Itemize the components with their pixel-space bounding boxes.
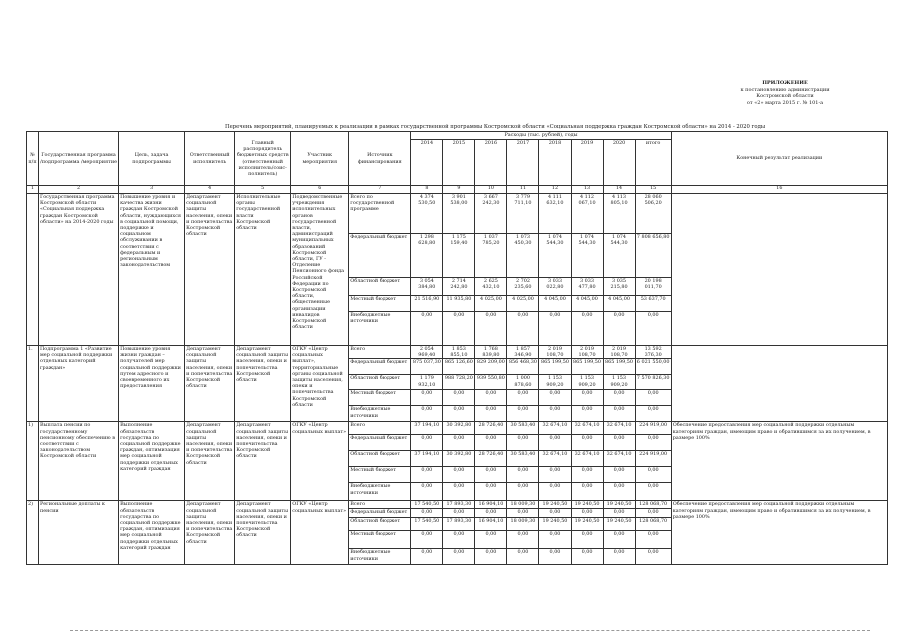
amount-cell: 0,00 [443,483,475,501]
amount-cell: 0,00 [475,509,507,518]
amount-cell: 0,00 [571,531,603,549]
col-header-expenses: Расходы (тыс. рублей), годы [411,132,671,140]
column-number: 4 [185,186,235,194]
amount-cell: 0,00 [411,483,443,501]
amount-cell: 30 392,80 [443,451,475,467]
amount-cell: 3 779 711,10 [507,194,539,234]
amount-cell: 32 674,10 [571,422,603,435]
amount-cell: 0,00 [635,312,671,346]
amount-cell: 0,00 [411,549,443,565]
amount-cell: 2 054 969,40 [411,346,443,359]
funding-source: Федеральный бюджет [349,435,411,451]
column-number: 8 [411,186,443,194]
participant-text: ОГКУ «Центр социальных выплат» [291,422,349,501]
result-text: Обеспечение предоставления мер социальной поддержки отдельным категориям граждан, имеющим право и обратившимся за их получением, в размере 100% [671,422,887,501]
measures-table [26,131,888,565]
amount-cell: 4 025,00 [507,296,539,312]
column-number-row [27,186,888,194]
column-number: 14 [603,186,635,194]
amount-cell: 32 674,10 [539,451,571,467]
amount-cell: 3 033 477,80 [571,278,603,296]
col-header-result: Конечный результат реализации [671,132,887,186]
result-text [671,346,887,422]
amount-cell: 32 674,10 [539,422,571,435]
amount-cell: 0,00 [443,467,475,483]
column-number: 10 [475,186,507,194]
funding-source: Внебюджетные источники [349,406,411,422]
amount-cell: 988 728,20 [443,375,475,390]
amount-cell: 0,00 [635,483,671,501]
column-number: 7 [349,186,411,194]
amount-cell: 1 074 544,30 [603,234,635,278]
amount-cell: 1 853 855,10 [443,346,475,359]
amount-cell: 0,00 [475,435,507,451]
funding-source: Местный бюджет [349,296,411,312]
amount-cell: 0,00 [603,549,635,565]
amount-cell: 128 068,70 [635,501,671,509]
amount-cell: 865 126,60 [443,359,475,375]
table-body [27,194,888,565]
amount-cell: 30 583,40 [507,422,539,435]
amount-cell: 0,00 [635,406,671,422]
appendix-label: ПРИЛОЖЕНИЕ [762,80,808,86]
col-header-manager: Главный распорядитель бюджетных средств (ответственный исполнитель/соис- полнитель) [235,132,291,186]
amount-cell: 7 570 826,30 [635,375,671,390]
amount-cell: 32 674,10 [571,451,603,467]
amount-cell: 4 045,00 [603,296,635,312]
amount-cell: 4 374 530,50 [411,194,443,234]
amount-cell: 0,00 [539,390,571,406]
amount-cell: 0,00 [475,312,507,346]
amount-cell: 3 054 384,80 [411,278,443,296]
amount-cell: 865 199,50 [603,359,635,375]
funding-source: Федеральный бюджет [349,234,411,278]
column-number: 11 [507,186,539,194]
amount-cell: 0,00 [507,467,539,483]
amount-cell: 28 726,40 [475,422,507,435]
funding-source: Всего по государственной программе [349,194,411,234]
amount-cell: 2 714 242,80 [443,278,475,296]
row-number [27,194,39,346]
amount-cell: 0,00 [443,435,475,451]
amount-cell: 18 009,30 [507,518,539,531]
amount-cell: 0,00 [411,531,443,549]
participant-text: ОГКУ «Центр социальных выплат», территориальные органы социальной защиты населения, опеки и попечительства Костромской области [291,346,349,422]
amount-cell: 3 033 022,80 [539,278,571,296]
amount-cell: 16 904,10 [475,518,507,531]
amount-cell: 37 194,10 [411,422,443,435]
amount-cell: 13 592 376,30 [635,346,671,359]
amount-cell: 0,00 [539,312,571,346]
amount-cell: 53 637,70 [635,296,671,312]
amount-cell: 0,00 [507,509,539,518]
amount-cell: 0,00 [571,467,603,483]
manager-text: Исполнительные органы государственной власти Костромской области [235,194,291,346]
amount-cell: 1 298 628,80 [411,234,443,278]
amount-cell: 3 035 215,80 [603,278,635,296]
column-number: 3 [119,186,185,194]
column-number: 16 [671,186,887,194]
column-number: 6 [291,186,349,194]
amount-cell: 0,00 [411,467,443,483]
row-number: 2) [27,501,39,565]
amount-cell: 128 068,70 [635,518,671,531]
amount-cell: 1 037 785,20 [475,234,507,278]
footer-rule [70,630,870,632]
amount-cell: 0,00 [411,390,443,406]
amount-cell: 0,00 [475,549,507,565]
amount-cell: 0,00 [603,509,635,518]
amount-cell: 37 194,10 [411,451,443,467]
amount-cell: 0,00 [635,549,671,565]
row-number: 1. [27,346,39,422]
funding-source: Областной бюджет [349,278,411,296]
amount-cell: 0,00 [507,531,539,549]
amount-cell: 0,00 [539,549,571,565]
amount-cell: 0,00 [603,467,635,483]
funding-source: Областной бюджет [349,375,411,390]
funding-source: Внебюджетные источники [349,312,411,346]
amount-cell: 1 175 159,40 [443,234,475,278]
amount-cell: 21 516,90 [411,296,443,312]
approval-stamp [700,80,870,106]
amount-cell: 0,00 [539,483,571,501]
amount-cell: 28 726,40 [475,451,507,467]
col-header-goal: Цель, задача подпрограммы [119,132,185,186]
amount-cell: 1 857 346,90 [507,346,539,359]
amount-cell: 0,00 [507,312,539,346]
col-header-executor: Ответственный исполнитель [185,132,235,186]
amount-cell: 939 550,80 [475,375,507,390]
result-text: Обеспечение предоставления мер социальной поддержки отдельным категориям граждан, имеющим право и обратившимся за их получением, в размере 100% [671,501,887,565]
amount-cell: 32 674,10 [603,422,635,435]
amount-cell: 0,00 [507,435,539,451]
column-number: 15 [635,186,671,194]
goal-text: Выполнение обязательств государства по социальной поддержке граждан, оптимизация мер социальной поддержки отдельных категорий граждан [119,501,185,565]
amount-cell: 875 037,30 [411,359,443,375]
amount-cell: 1 179 932,10 [411,375,443,390]
year-header: 2017 [507,140,539,186]
column-number: 2 [39,186,119,194]
funding-source: Внебюджетные источники [349,549,411,565]
column-number: 1 [27,186,39,194]
col-header-num: № п/п [27,132,39,186]
amount-cell: 224 919,00 [635,422,671,435]
year-header: итого [635,140,671,186]
amount-cell: 856 468,30 [507,359,539,375]
amount-cell: 0,00 [475,531,507,549]
amount-cell: 30 392,80 [443,422,475,435]
year-header: 2014 [411,140,443,186]
amount-cell: 0,00 [571,483,603,501]
table-header-row-1 [27,132,888,140]
amount-cell: 0,00 [603,435,635,451]
amount-cell: 19 240,50 [603,501,635,509]
amount-cell: 1 153 909,20 [603,375,635,390]
amount-cell: 28 060 506,20 [635,194,671,234]
amount-cell: 4 045,00 [539,296,571,312]
funding-source: Областной бюджет [349,451,411,467]
funding-source: Местный бюджет [349,390,411,406]
amount-cell: 0,00 [443,549,475,565]
table-row [27,194,888,234]
amount-cell: 20 198 011,70 [635,278,671,296]
amount-cell: 0,00 [475,406,507,422]
participant-text: Подведомственные учреждения исполнительных органов государственной власти, администраций муниципальных образований Костромской области, ГУ - Отделение Пенсионного фонда Российской Федерации по Костромской области, общественные организации инвалидов Костромской области [291,194,349,346]
amount-cell: 0,00 [635,435,671,451]
amount-cell: 17 540,50 [411,518,443,531]
amount-cell: 0,00 [539,467,571,483]
row-number: 1) [27,422,39,501]
amount-cell: 1 073 450,30 [507,234,539,278]
amount-cell: 2 625 432,10 [475,278,507,296]
column-number: 12 [539,186,571,194]
table-row [27,422,888,435]
funding-source: Областной бюджет [349,518,411,531]
amount-cell: 0,00 [603,483,635,501]
year-header: 2015 [443,140,475,186]
amount-cell: 32 674,10 [603,451,635,467]
year-header: 2020 [603,140,635,186]
col-header-program: Государственная программа /подпрограмма /мероприятие [39,132,119,186]
amount-cell: 2 019 108,70 [571,346,603,359]
year-header: 2016 [475,140,507,186]
goal-text: Повышение уровня жизни граждан – получателей мер социальной поддержки путем адресного и своевременного их предоставления [119,346,185,422]
column-number: 9 [443,186,475,194]
executor-text: Департамент социальной защиты населения, опеки и попечительства Костромской области [185,346,235,422]
amount-cell: 0,00 [603,390,635,406]
amount-cell: 19 240,50 [571,518,603,531]
amount-cell: 0,00 [603,531,635,549]
amount-cell: 0,00 [539,531,571,549]
amount-cell: 829 209,00 [475,359,507,375]
amount-cell: 1 768 839,80 [475,346,507,359]
table-row [27,501,888,509]
goal-text: Повышение уровня и качества жизни граждан Костромской области, нуждающихся в социальной помощи, поддержке и социальном обслуживании в соответствии с федеральным и региональным законодательством [119,194,185,346]
amount-cell: 19 240,50 [571,501,603,509]
appendix-line-2: к постановлению администрации [740,86,830,93]
amount-cell: 7 808 656,80 [635,234,671,278]
amount-cell: 0,00 [571,390,603,406]
funding-source: Федеральный бюджет [349,359,411,375]
amount-cell: 0,00 [475,467,507,483]
col-header-participant: Участник мероприятия [291,132,349,186]
amount-cell: 0,00 [507,549,539,565]
amount-cell: 1 153 909,20 [571,375,603,390]
funding-source: Всего [349,346,411,359]
column-number: 5 [235,186,291,194]
manager-text: Департамент социальной защиты населения, опеки и попечительства Костромской области [235,422,291,501]
amount-cell: 11 935,80 [443,296,475,312]
amount-cell: 0,00 [635,390,671,406]
program-name: Выплата пенсии по государственному пенсионному обеспечению в соответствии с законодательством Костромской области [39,422,119,501]
amount-cell: 3 667 242,30 [475,194,507,234]
amount-cell: 865 199,50 [539,359,571,375]
participant-text: ОГКУ «Центр социальных выплат» [291,501,349,565]
amount-cell: 865 199,50 [571,359,603,375]
funding-source: Всего [349,422,411,435]
amount-cell: 0,00 [635,467,671,483]
funding-source: Местный бюджет [349,531,411,549]
funding-source: Федеральный бюджет [349,509,411,518]
amount-cell: 0,00 [411,435,443,451]
amount-cell: 0,00 [603,406,635,422]
year-header: 2018 [539,140,571,186]
amount-cell: 6 021 550,00 [635,359,671,375]
manager-text: Департамент социальной защиты населения, опеки и попечительства Костромской области [235,346,291,422]
amount-cell: 0,00 [443,509,475,518]
amount-cell: 0,00 [443,406,475,422]
manager-text: Департамент социальной защиты населения, опеки и попечительства Костромской области [235,501,291,565]
amount-cell: 18 009,30 [507,501,539,509]
amount-cell: 0,00 [443,390,475,406]
amount-cell: 1 153 909,20 [539,375,571,390]
amount-cell: 0,00 [411,509,443,518]
amount-cell: 4 112 067,10 [571,194,603,234]
column-number: 13 [571,186,603,194]
amount-cell: 0,00 [475,483,507,501]
executor-text: Департамент социальной защиты населения, опеки и попечительства Костромской области [185,501,235,565]
executor-text: Департамент социальной защиты населения, опеки и попечительства Костромской области [185,194,235,346]
amount-cell: 17 893,30 [443,501,475,509]
amount-cell: 224 919,00 [635,451,671,467]
amount-cell: 0,00 [571,312,603,346]
amount-cell: 0,00 [571,549,603,565]
program-name: Региональные доплаты к пенсии [39,501,119,565]
amount-cell: 0,00 [571,509,603,518]
document-title: Перечень мероприятий, планируемых к реализации в рамках государственной программы Костромской области «Социальная поддержка граждан Костромской области» на 2014 - 2020 годы [224,124,766,130]
amount-cell: 0,00 [507,390,539,406]
executor-text: Департамент социальной защиты населения, опеки и попечительства Костромской области [185,422,235,501]
funding-source: Всего [349,501,411,509]
amount-cell: 0,00 [411,312,443,346]
amount-cell: 0,00 [539,406,571,422]
amount-cell: 16 904,10 [475,501,507,509]
amount-cell: 0,00 [539,435,571,451]
amount-cell: 2 019 108,70 [539,346,571,359]
amount-cell: 19 240,50 [539,518,571,531]
amount-cell: 1 074 544,30 [539,234,571,278]
appendix-line-3: Костромской области [756,93,814,100]
amount-cell: 19 240,50 [603,518,635,531]
amount-cell: 17 540,50 [411,501,443,509]
amount-cell: 3 901 538,00 [443,194,475,234]
amount-cell: 0,00 [635,509,671,518]
amount-cell: 0,00 [571,435,603,451]
amount-cell: 0,00 [443,312,475,346]
amount-cell: 0,00 [411,406,443,422]
amount-cell: 0,00 [603,312,635,346]
amount-cell: 4 113 805,10 [603,194,635,234]
funding-source: Внебюджетные источники [349,483,411,501]
appendix-line-4: от «2» марта 2015 г. № 101-а [746,99,824,106]
amount-cell: 17 893,30 [443,518,475,531]
amount-cell: 0,00 [443,531,475,549]
amount-cell: 0,00 [539,509,571,518]
program-name: Подпрограмма 1 «Развитие мер социальной поддержки отдельных категорий граждан» [39,346,119,422]
amount-cell: 30 583,40 [507,451,539,467]
amount-cell: 4 111 632,10 [539,194,571,234]
amount-cell: 1 000 878,60 [507,375,539,390]
amount-cell: 4 025,00 [475,296,507,312]
amount-cell: 1 074 544,30 [571,234,603,278]
funding-source: Местный бюджет [349,467,411,483]
amount-cell: 0,00 [571,406,603,422]
amount-cell: 0,00 [475,390,507,406]
goal-text: Выполнение обязательств государства по социальной поддержке граждан, оптимизация мер социальной поддержки отдельных категорий граждан [119,422,185,501]
amount-cell: 4 045,00 [571,296,603,312]
amount-cell: 0,00 [507,483,539,501]
amount-cell: 2 019 108,70 [603,346,635,359]
amount-cell: 0,00 [635,531,671,549]
year-header: 2019 [571,140,603,186]
program-name: Государственная программа Костромской области «Социальная поддержка граждан Костромской области» на 2014-2020 годы [39,194,119,346]
amount-cell: 2 702 235,60 [507,278,539,296]
col-header-source: Источник финансирования [349,132,411,186]
table-row [27,346,888,359]
result-text [671,194,887,346]
amount-cell: 19 240,50 [539,501,571,509]
amount-cell: 0,00 [507,406,539,422]
